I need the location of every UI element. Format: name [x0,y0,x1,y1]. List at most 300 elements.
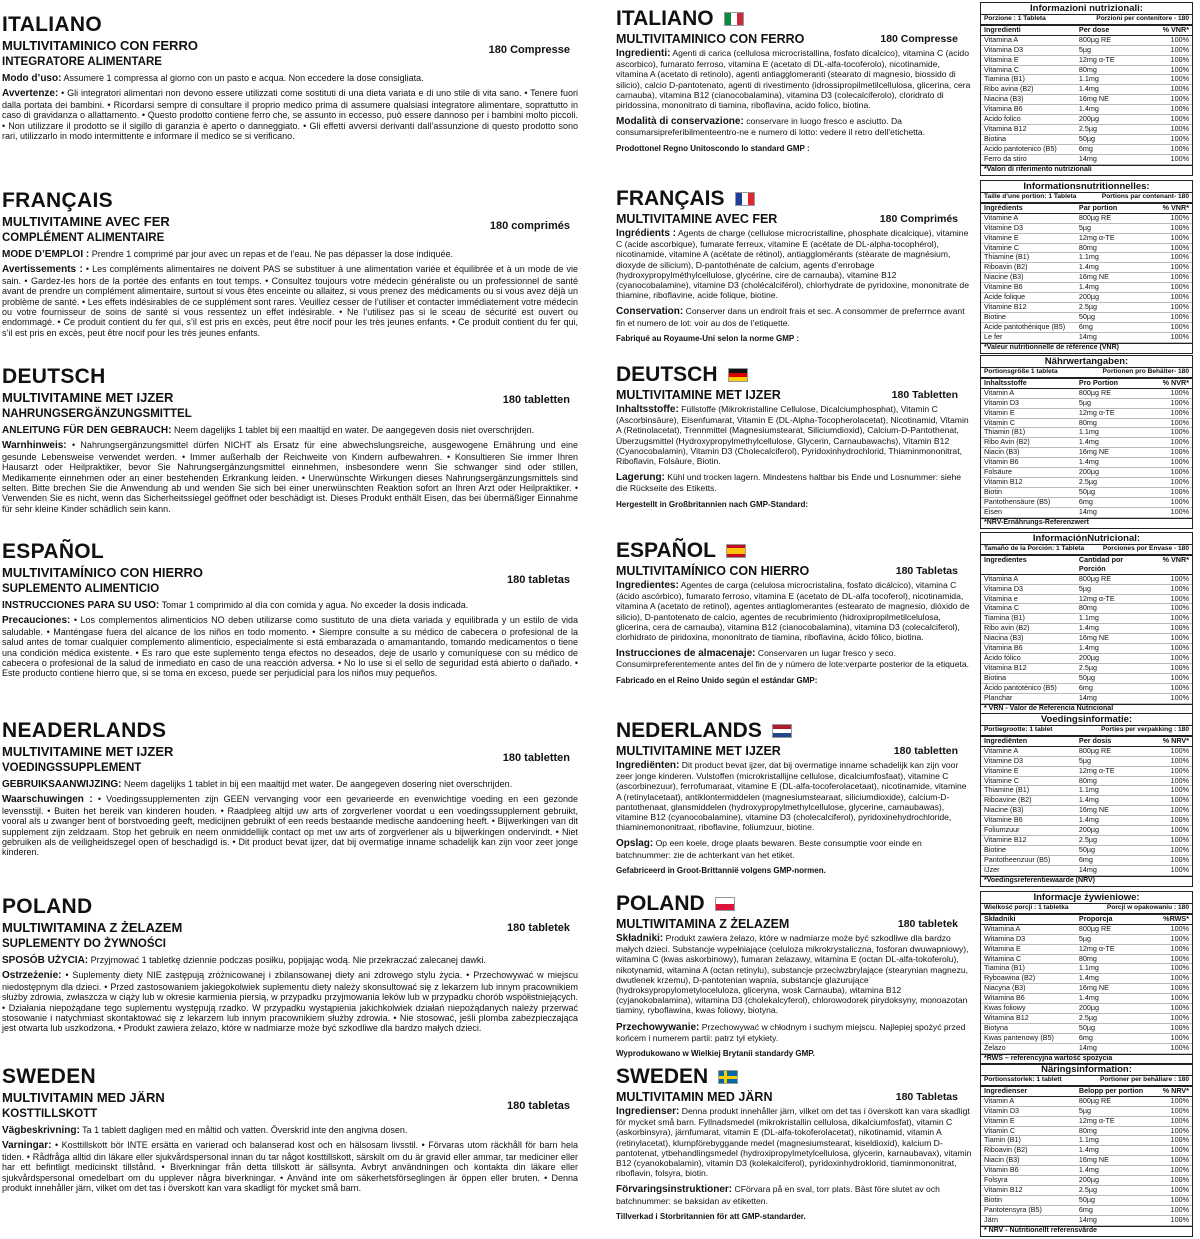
nutrient-amount: 50µg [1078,311,1096,321]
product-name: MULTIWITAMINA Z ŻELAZEM [2,920,183,935]
nutrient-amount: 800µg RE [1078,212,1112,222]
nutrient-percent: 100% [1170,923,1189,933]
nutrient-name: IJzer [984,864,1000,874]
nutrient-percent: 100% [1170,301,1189,311]
storage-label: Lagerung: [616,472,665,484]
nutrient-percent: 100% [1170,1204,1189,1214]
nutrient-percent: 100% [1170,64,1189,74]
warning-paragraph [2,440,578,514]
product-subtitle: INTEGRATORE ALIMENTARE [2,56,162,68]
nutrient-amount: 1.4mg [1078,993,1099,1003]
table-footnote: *NRV-Ernährungs-Referenzwert [981,518,1192,528]
nutrient-amount: 800µg RE [1078,387,1112,397]
warning-paragraph [2,615,578,678]
ingredients-section [616,188,972,343]
nutrient-percent: 100% [1170,765,1189,775]
nutrient-name: Witamina B6 [984,993,1025,1003]
servings-per-container: Porciones por Envase - 180 [1102,545,1189,552]
language-heading: NEDERLANDS [616,719,762,742]
flag-icon [726,544,746,558]
nutrient-amount: 200µg [1078,467,1100,477]
nutrient-percent: 100% [1170,232,1189,242]
nutrient-name: Niacyna (B3) [984,983,1026,993]
nutrient-percent: 100% [1170,755,1189,765]
nutrient-name: Pantothensäure (B5) [984,496,1051,506]
nutrient-percent: 100% [1170,933,1189,943]
nutrient-amount: 200µg [1078,825,1100,835]
nutrient-amount: 50µg [1078,844,1096,854]
nutrient-percent: 100% [1170,1125,1189,1135]
nutrient-name: Pantotensyra (B5) [984,1204,1042,1214]
nutrient-amount: 5µg [1078,222,1092,232]
nutrient-amount: 6mg [1078,1032,1093,1042]
usage-text: Assumere 1 compressa al giorno con un pasto e acqua. Non eccedere la dose consigliata. [63,73,424,83]
column-header: % VNR* [1162,24,1189,34]
tablet-count: 180 Comprimés [879,213,958,225]
warning-label: Waarschuwingen : [2,794,93,806]
servings-per-container: Porcji w opakowaniu : 180 [1106,904,1189,911]
column-header: % NRV* [1162,735,1189,745]
nutrient-name: Ácido pantoténico (B5) [984,682,1057,692]
column-header: Per dose [1078,24,1110,34]
nutrient-name: Vitamin D3 [984,1105,1020,1115]
ingredients-text: Dit product bevat ijzer, dat bij overmatige inname schadelijk kan zijn voor zeer jonge kinderen. Vulstoffen (microkristallijne cellulose, dicalciumfosfaat), vitamine C (ascorbinezuur), ferrofumaraat, vitamine E (DL-alfa-tocoferolacetaat), nicotinamide, vitamine A (retinylacetaat), antiklontermiddelen (magnesiumstearaat, siliciumdioxide), calcium-D-pantothenaat, glansmiddelen (hydroxypropylmethylcellulose, glycerine, carnaubawas), vitamine B12 (cyanocobalamine), vitamine D3 (cholecalciferol), pyridoxinehydrochloride, thiaminemononitraat, riboflavine, foliumzuur, biotine. [616,760,967,833]
tablet-count: 180 tabletek [897,918,958,930]
ingredients-text: Agenti di carica (cellulosa microcristallina, fosfato dicalcico), vitamina C (acido ascorbico), fumarato ferroso, vitamina E (acetato di DL-alfa-tocoferolo), nicotinamide, vitamina A (acetato di retinolo), agenti antiagglomeranti (stearato di magnesio, biossido di silicio), calcio D-pantotenato, agenti di rivestimento (idrossipropilmetilcellulosa, glicerina, cera carnauba), vitamina B12 (cianocobalamina), vitamina D3 (colecalciferolo), cloridrato di piridossina, mononitrato di tiamina, riboflavina, acido folico, biotina. [616,48,971,111]
serving-size: Portionsstorlek: 1 tablett [984,1076,1062,1083]
nutrient-amount: 800µg RE [1078,34,1112,44]
warning-label: Avvertenze: [2,88,59,100]
column-header: Ingrédients [984,202,1023,212]
nutrient-percent: 100% [1170,864,1189,874]
usage-label: Modo d’uso: [2,73,62,84]
nutrient-amount: 16mg NE [1078,447,1109,457]
nutrient-amount: 16mg NE [1078,1155,1109,1165]
product-section [2,1066,578,1193]
ingredients-label: Ingredienser: [616,1106,680,1117]
tablet-count: 180 tabletten [502,752,570,764]
storage-paragraph [616,838,972,859]
nutrient-amount: 1.4mg [1078,643,1099,653]
product-subtitle: KOSTTILLSKOTT [2,1108,98,1120]
storage-label: Conservation: [616,306,684,318]
usage-label: Vägbeskrivning: [2,1125,80,1136]
nutrient-amount: 1.4mg [1078,623,1099,633]
nutrient-amount: 5µg [1078,583,1092,593]
nutrient-amount: 14mg [1078,331,1097,341]
table-footnote: *Valeur nutritionnelle de référence (VNR) [981,343,1192,353]
language-heading: DEUTSCH [2,365,106,388]
ingredients-paragraph [616,580,972,642]
tablet-count: 180 tabletek [507,922,570,934]
language-heading-row [616,893,972,915]
nutrition-table [980,2,1193,176]
serving-size: Tamaño de la Porción: 1 Tableta [984,545,1085,552]
nutrient-percent: 100% [1170,397,1189,407]
usage-paragraph [2,779,578,790]
nutrient-percent: 100% [1170,834,1189,844]
nutrient-name: Vitamin C [984,1125,1016,1135]
table-row [981,694,1192,704]
nutrient-name: Ribo avina (B2) [984,84,1034,94]
product-name: MULTIVITAMÍNICO CON HIERRO [2,565,204,580]
usage-text: Ta 1 tablett dagligen med en måltid och vatten. Överskrid inte den angivna dosen. [82,1125,408,1135]
nutrient-amount: 1.4mg [1078,282,1099,292]
nutrient-amount: 5µg [1078,397,1092,407]
table-footnote: * NRV - Nutritionellt referensvärde [981,1226,1192,1236]
nutrient-percent: 100% [1170,387,1189,397]
product-name: MULTIVITAMINE MET IJZER [616,744,781,758]
nutrient-amount: 200µg [1078,114,1100,124]
nutrient-amount: 1.1mg [1078,74,1099,84]
nutrient-amount: 2.5µg [1078,662,1098,672]
column-header: %RWS* [1163,913,1189,923]
nutrient-amount: 5µg [1078,1105,1092,1115]
nutrient-amount: 2.5µg [1078,834,1098,844]
nutrient-name: Vitamine C [984,242,1020,252]
nutrient-percent: 100% [1170,633,1189,643]
nutrient-amount: 800µg RE [1078,745,1112,755]
nutrient-name: Acide folique [984,292,1026,302]
usage-paragraph [2,955,578,966]
product-row [616,564,972,578]
language-heading: FRANÇAIS [2,189,113,212]
usage-text: Przyjmować 1 tabletkę dziennie podczas posiłku, popijając wodą. Nie przekraczać zalecanej dawki. [90,955,486,965]
tablet-count: 180 tabletas [507,574,570,586]
nutrient-amount: 200µg [1078,652,1100,662]
nutrient-name: Kwas pantenowy (B5) [984,1032,1054,1042]
language-heading: DEUTSCH [616,363,718,386]
nutrient-amount: 1.1mg [1078,613,1099,623]
nutrient-amount: 5µg [1078,44,1092,54]
ingredients-text: Produkt zawiera żelazo, które w nadmiarze może być szkodliwe dla bardzo małych dzieci. Substancje wypełniające (celuloza mikrokrystaliczna, fosforan dwuwapniowy), witamina C (kwas askorbinowy), fumaran żelazawy, witamina E (octan DL-alfa-tokoferolu), nikotynamid, witamina A (octan retinylu), substancje przeciwzbrylające (stearynian magnezu, dwutlenek krzemu), D-pantotenian wapnia, substancje glazurujące (hydroksypropylometyloceluloza, gliceryna, wosk Carnauba), witamina B12 (cyjanokobalamina), witamina D3 (cholekalcyferol), chlorowodorek pirydoksyny, monoazotan tiaminy, ryboflawina, kwas foliowy, biotyna. [616,933,969,1016]
nutrition-title: Informationsnutritionnelles: [981,181,1192,193]
nutrient-amount: 1.4mg [1078,973,1099,983]
nutrient-percent: 100% [1170,1042,1189,1052]
serving-size: Taille d’une portion: 1 Tableta [984,193,1077,200]
nutrient-name: Vitamin B12 [984,1184,1023,1194]
nutrient-amount: 2.5µg [1078,1012,1098,1022]
storage-text: Conservaren un lugar fresco y seco. Consumirpreferentemente antes del fin de y número de lote:verparte posterior de la etiqueta. [616,648,970,670]
servings-per-container: Porzioni per contenitore - 180 [1096,15,1189,22]
nutrient-name: Vitamina B6 [984,104,1023,114]
column-header: % NRV* [1162,1085,1189,1095]
product-name: MULTIVITAMÍNICO CON HIERRO [616,564,810,578]
product-subtitle: VOEDINGSSUPPLEMENT [2,762,142,774]
nutrition-table [980,891,1193,1065]
column-header: Par portion [1078,202,1118,212]
warning-paragraph [2,88,578,141]
flag-icon [728,368,748,382]
nutrient-percent: 100% [1170,943,1189,953]
nutrient-percent: 100% [1170,114,1189,124]
nutrient-name: Thiamin (B1) [984,427,1026,437]
nutrient-percent: 100% [1170,1214,1189,1224]
ingredients-section [616,1066,972,1221]
nutrient-name: Tiamina (B1) [984,613,1025,623]
servings-per-container: Portionen pro Behälter- 180 [1102,368,1189,375]
nutrient-percent: 100% [1170,573,1189,583]
warning-label: Varningar: [2,1140,52,1152]
nutrient-name: Ribo avin (B2) [984,623,1030,633]
nutrient-percent: 100% [1170,692,1189,702]
ingredients-text: Agents de charge (cellulose microcristalline, phosphate dicalcique), vitamine C (acide ascorbique), fumarate ferreux, vitamine E (acétate de DL-alpha-tocophérol), nicotinamide, vitamine A (acétate de rétinol), antiagglomérants (stéarate de magnésium, dioxyde de silicium), D-pantothénate de calcium, agents d’enrobage (hydroxypropylméthylcellulose, glycérine, cire de carnauba), vitamine B12 (cyanocobalamine), vitamine D3 (cholécalciférol), chlorhydrate de pyridoxine, mononitrate de thiamine, riboflavine, acide folique, biotine. [616,228,969,301]
nutrient-percent: 100% [1170,1165,1189,1175]
nutrient-name: Vitamine A [984,745,1019,755]
ingredients-text: Agentes de carga (celulosa microcristalina, fosfato dicálcico), vitamina C (ácido ascórbico), fumarato ferroso, vitamina E (acetato de DL-alfa tocoferol), nicotinamida, vitamina A (acetato de retinol), agentes antiaglomerantes (estearato de magnesio, dióxido de silicio), D-pantotenato de calcio, agentes de recubrimiento (hidroxipropilmetilcelulosa, glicerina, cera de carnauba), vitamina B12 (cianocobalamina), vitamina D3 (colecalciferol), clorhidrato de piridoxina, mononitrato de tiamina, riboflavina, ácido fólico, biotina. [616,580,970,643]
column-header: Ingredientes [984,554,1027,564]
nutrient-percent: 100% [1170,262,1189,272]
nutrient-percent: 100% [1170,775,1189,785]
nutrient-percent: 100% [1170,1022,1189,1032]
nutrient-name: Ribo Avin (B2) [984,437,1030,447]
storage-paragraph [616,472,972,493]
nutrient-percent: 100% [1170,1194,1189,1204]
nutrient-amount: 14mg [1078,1042,1097,1052]
nutrient-amount: 80mg [1078,417,1097,427]
ingredients-paragraph [616,1106,972,1178]
nutrient-amount: 800µg RE [1078,923,1112,933]
nutrient-name: Ferro da stiro [984,153,1027,163]
nutrient-name: Biotina [984,133,1006,143]
nutrient-name: Tiamin (B1) [984,1135,1021,1145]
product-row [616,1090,972,1104]
language-heading-row [616,364,972,386]
usage-label: GEBRUIKSAANWIJZING: [2,779,122,790]
nutrient-name: Acido folico [984,114,1021,124]
nutrient-percent: 100% [1170,1012,1189,1022]
nutrient-amount: 200µg [1078,1003,1100,1013]
nutrient-name: Le fer [984,331,1003,341]
usage-label: MODE D’EMPLOI : [2,249,90,260]
table-row [981,1216,1192,1226]
nutrient-amount: 14mg [1078,1214,1097,1224]
nutrient-percent: 100% [1170,222,1189,232]
nutrient-percent: 100% [1170,74,1189,84]
product-name: MULTIVITAMINE MET IJZER [2,744,174,759]
ingredients-text: Denna produkt innehåller järn, vilket om det tas i överskott kan vara skadligt för mycket små barn. Fyllnadsmedel (mikrokristallin cellulosa, dikalciumfosfat), vitamin C (askorbinsyra), järnfumarat, vitamin E (DL-alfa-tokoferolacetat), nikotinamid, vitamin A (retinylacetat), klumpförebyggande medel (magnesiumstearat, kiseldioxid), kalcium D-pantotenat, ytbehandlingsmedel (hydroxipropylmetylcellulosa, glycerin, karnaubavax), vitamin B12 (cyanokobalamin), vitamin D3 (kolekalciferol), pyridoxinhydroklorid, tiaminmononitrat, riboflavin, folsyra, biotin. [616,1106,972,1179]
serving-size: Wielkość porcji : 1 tabletka [984,904,1069,911]
nutrient-percent: 100% [1170,457,1189,467]
nutrient-name: Witamina D3 [984,933,1026,943]
language-heading-row [616,8,972,30]
nutrient-amount: 5µg [1078,933,1092,943]
nutrient-name: Vitamina E [984,54,1019,64]
nutrient-name: Biotine [984,311,1006,321]
nutrient-name: Pantotheenzuur (B5) [984,854,1051,864]
nutrient-name: Vitamina A [984,573,1019,583]
nutrient-percent: 100% [1170,815,1189,825]
nutrient-name: Ryboawina (B2) [984,973,1036,983]
storage-label: Instrucciones de almacenaje: [616,648,756,660]
nutrient-amount: 16mg NE [1078,805,1109,815]
storage-text: Op een koele, droge plaats bewaren. Beste consumptie voor einde en batchnummer: zie de achterkant van het etiket. [616,838,922,860]
language-heading: ESPAÑOL [616,539,716,562]
nutrient-name: Thiamine (B1) [984,252,1030,262]
nutrient-percent: 100% [1170,44,1189,54]
product-row [616,744,972,758]
table-footnote: *Voedingsreferentiewaarde (NRV) [981,876,1192,886]
product-row [616,212,972,226]
nutrient-amount: 1.4mg [1078,1165,1099,1175]
nutrient-name: Vitamine E [984,765,1019,775]
nutrition-title: Voedingsinformatie: [981,714,1192,726]
nutrient-percent: 100% [1170,623,1189,633]
usage-label: INSTRUCCIONES PARA SU USO: [2,600,160,611]
nutrient-name: Witamina E [984,943,1021,953]
language-heading-row [616,188,972,210]
nutrient-amount: 1.1mg [1078,252,1099,262]
serving-size: Porzione : 1 Tableta [984,15,1046,22]
language-heading: NEADERLANDS [2,719,167,742]
nutrient-percent: 100% [1170,153,1189,163]
storage-text: conservare in luogo fresco e asciutto. Da consumarsipreferibilmenteentro-ne e numero di lotto: vedere il retro dell’etichetta. [616,116,926,138]
nutrient-percent: 100% [1170,603,1189,613]
nutrient-percent: 100% [1170,593,1189,603]
flag-icon [715,897,735,911]
manufacturing-note: Prodottonel Regno Unitoscondo lo standard GMP : [616,143,810,153]
nutrient-percent: 100% [1170,973,1189,983]
nutrition-table [980,713,1193,887]
nutrient-name: Niacin (B3) [984,1155,1020,1165]
nutrient-percent: 100% [1170,1032,1189,1042]
manufacturing-note: Fabricado en el Reino Unido según el estándar GMP: [616,675,818,685]
nutrient-amount: 6mg [1078,854,1093,864]
nutrient-amount: 1.4mg [1078,104,1099,114]
storage-label: Modalità di conservazione: [616,116,744,128]
storage-paragraph [616,648,972,669]
nutrient-amount: 80mg [1078,64,1097,74]
storage-text: Kühl und trocken lagern. Mindestens haltbar bis Ende und Losnummer: siehe die Rückseite des Etiketts. [616,472,962,494]
nutrient-percent: 100% [1170,427,1189,437]
nutrient-percent: 100% [1170,1184,1189,1194]
nutrient-amount: 800µg RE [1078,573,1112,583]
nutrient-percent: 100% [1170,1105,1189,1115]
nutrient-percent: 100% [1170,785,1189,795]
nutrient-percent: 100% [1170,467,1189,477]
nutrient-percent: 100% [1170,311,1189,321]
nutrient-percent: 100% [1170,795,1189,805]
nutrient-percent: 100% [1170,805,1189,815]
nutrient-amount: 50µg [1078,1194,1096,1204]
nutrient-amount: 16mg NE [1078,983,1109,993]
ingredients-label: Ingrediënten: [616,760,680,771]
tablet-count: 180 Tabletas [895,565,958,577]
nutrient-percent: 100% [1170,643,1189,653]
servings-per-container: Porties per verpakking : 180 [1101,726,1189,733]
column-header: % VNR* [1162,202,1189,212]
manufacturing-note: Tillverkad i Storbritannien för att GMP-standarder. [616,1211,806,1221]
warning-label: Warnhinweis: [2,440,67,452]
product-name: MULTIVITAMINE MET IJZER [2,390,174,405]
usage-paragraph [2,1125,578,1136]
nutrient-name: Vitamin E [984,407,1015,417]
nutrient-percent: 100% [1170,963,1189,973]
nutrient-amount: 1.4mg [1078,84,1099,94]
nutrient-name: Kwas foliowy [984,1003,1026,1013]
warning-text: • Voedingssupplementen zijn GEEN vervanging voor een gevarieerde en evenwichtige voeding en een gezonde levensstijl. • Buiten het bereik van kinderen houden. • Raadpleeg altijd uw arts of zorgverlener voordat u een voedingssupplement gebruikt, vooral als u zwanger bent of borstvoeding geeft, medicijnen gebruikt of een reeds bestaande medische aandoening heeft. • Bijwerkingen van dit supplement zijn zeldzaam. Stop het gebruik en neem onmiddellijk contact op met uw arts of zorgverlener als u bijwerkingen ondervindt. • Niet gebruiken als de veiligheidszegel open of beschadigd is. • Dit product bevat ijzer, dat bij overmatige inname schadelijk kan zijn voor zeer jonge kinderen. [2,794,578,858]
nutrient-amount: 1.4mg [1078,815,1099,825]
nutrient-percent: 100% [1170,993,1189,1003]
nutrient-amount: 1.1mg [1078,1135,1099,1145]
serving-size: Portionsgröße 1 tableta [984,368,1058,375]
product-section [2,14,578,141]
warning-paragraph [2,1140,578,1193]
nutrient-percent: 100% [1170,745,1189,755]
nutrient-name: Vitamin B12 [984,476,1023,486]
ingredients-text: Füllstoffe (Mikrokristalline Cellulose, Dicalciumphosphat), Vitamin C (Ascorbinsäure), Eisenfumarat, Vitamin E (DL-Alpha-Tocopherolacetat), Nicotinamid, Vitamin A (Retinolacetat), Trennmittel (Magnesiumstearat, Siliciumdioxid), Calcium-D-Pantothenat, Überzugsmittel (Hydroxypropylmethylcellulose, Glycerin, Carnaubawachs), Vitamin B12 (Cyanocobalamin), Vitamin D3 (Cholecalciferol), Pyridoxinhydrochlorid, Thiaminmononitrat, Riboflavin, Folsäure, Biotin. [616,404,969,467]
ingredients-section [616,8,972,153]
nutrient-percent: 100% [1170,212,1189,222]
nutrient-amount: 6mg [1078,143,1093,153]
nutrient-name: Acido pantotenico (B5) [984,143,1057,153]
product-row [616,388,972,402]
nutrient-amount: 80mg [1078,603,1097,613]
nutrient-amount: 6mg [1078,496,1093,506]
nutrient-percent: 100% [1170,331,1189,341]
nutrient-amount: 12mg α-TE [1078,232,1115,242]
usage-paragraph [2,425,578,436]
storage-paragraph [616,116,972,137]
nutrient-amount: 1.4mg [1078,1145,1099,1155]
tablet-count: 180 Compresse [880,33,958,45]
product-name: MULTIVITAMINICO CON FERRO [2,38,198,53]
product-section [2,366,578,514]
manufacturing-note: Fabriqué au Royaume-Uni selon la norme GMP : [616,333,799,343]
ingredients-section [616,540,972,685]
nutrient-percent: 100% [1170,94,1189,104]
storage-label: Förvaringsinstruktioner: [616,1184,733,1196]
nutrient-percent: 100% [1170,583,1189,593]
storage-text: CFörvara på en sval, torr plats. Bäst före slutet av och batchnummer: se baksidan av etiketten. [616,1184,940,1206]
warning-label: Precauciones: [2,615,71,627]
nutrient-name: Niacina (B3) [984,94,1024,104]
nutrient-name: Vitamine B6 [984,815,1023,825]
storage-text: Conserver dans un endroit frais et sec. A consommer de preferrnce avant fin et numero de lot: voir au dos de l’etiquette. [616,306,965,328]
flag-icon [735,192,755,206]
nutrient-amount: 1.4mg [1078,262,1099,272]
manufacturing-note: Hergestellt in Großbritannien nach GMP-Standard: [616,499,809,509]
nutrient-name: Vitamine B12 [984,834,1027,844]
nutrient-percent: 100% [1170,983,1189,993]
nutrient-amount: 1.1mg [1078,963,1099,973]
product-name: MULTIVITAMINE MET IJZER [616,388,781,402]
nutrition-title: Nährwertangaben: [981,356,1192,368]
table-row [981,1044,1192,1054]
nutrient-percent: 100% [1170,282,1189,292]
nutrient-amount: 2.5µg [1078,476,1098,486]
usage-label: ANLEITUNG FÜR DEN GEBRAUCH: [2,425,172,436]
language-heading: FRANÇAIS [616,187,725,210]
tablet-count: 180 tabletas [507,1100,570,1112]
nutrient-name: Vitamina B12 [984,662,1027,672]
nutrient-percent: 100% [1170,437,1189,447]
nutrient-amount: 80mg [1078,1125,1097,1135]
nutrient-name: Niacine (B3) [984,272,1024,282]
servings-per-container: Portioner per behållare : 180 [1099,1076,1189,1083]
language-heading-row [616,540,972,562]
table-footnote: *RWS – referencyjna wartość spożycia [981,1054,1192,1064]
nutrient-name: Foliumzuur [984,825,1020,835]
product-subtitle: SUPLEMENTO ALIMENTICIO [2,583,160,595]
manufacturing-note: Gefabriceerd in Groot-Brittannië volgens GMP-normen. [616,865,826,875]
warning-text: • Les compléments alimentaires ne doivent PAS se substituer à une alimentation variée et équilibrée et à un mode de vie sain. • Gardez-les hors de la portée des enfants en tout temps. • Consultez toujours votre médecin généraliste ou un professionnel de santé avant de prendre un complément alimentaire, surtout si vous êtes enceinte ou allaitez, si vous prenez des médicaments ou si vous avez déjà un problème de santé. • Les effets indésirables de ce supplément sont rares. Veuillez cesser de l’utiliser et contacter immédiatement votre médecin ou votre fournisseur de soins de santé si vous ressentez un effet indésirable. • Ne l’utilisez pas si le sceau de sécurité est ouvert ou endommagé. • Ce produit contient du fer qui, s’il est pris en excès, peut être nocif pour les très jeunes enfants. • Ce produit contient du fer qui, s’il est pris en excès, peut être nocif pour les très jeunes enfants. [2,264,578,338]
nutrient-amount: 2.5µg [1078,1184,1098,1194]
flag-icon [772,724,792,738]
column-header: Inhaltsstoffe [984,377,1027,387]
nutrient-name: Vitamine A [984,212,1019,222]
nutrient-percent: 100% [1170,486,1189,496]
